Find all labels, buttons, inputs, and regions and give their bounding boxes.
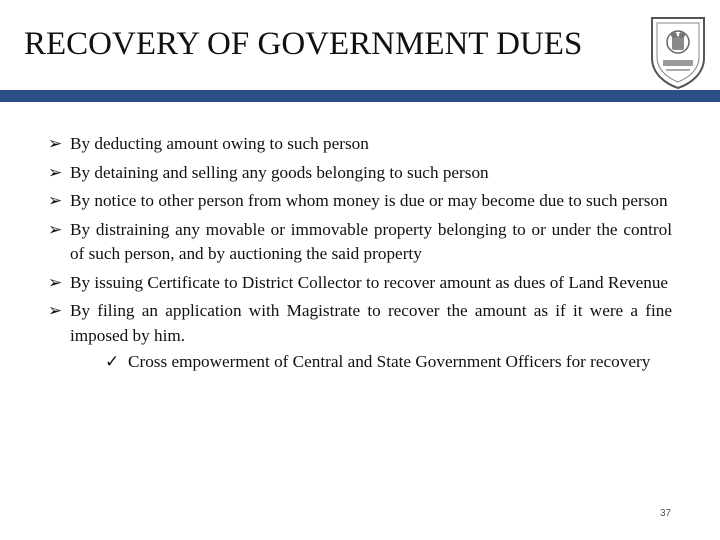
page-number: 37: [660, 508, 672, 519]
check-icon: ✓: [105, 352, 120, 371]
list-item: [48, 218, 672, 267]
list-item: [48, 299, 672, 375]
bullet-text: By notice to other person from whom money is due or may become due to such person: [70, 191, 668, 210]
arrow-bullet-icon: ➢: [48, 219, 63, 239]
list-item: [48, 161, 672, 186]
header-band: [0, 90, 720, 102]
sub-list-item: [70, 350, 672, 375]
arrow-bullet-icon: ➢: [48, 301, 63, 320]
arrow-bullet-icon: ➢: [48, 272, 63, 292]
list-item: [48, 132, 672, 157]
arrow-bullet-icon: ➢: [48, 134, 63, 153]
bullet-text: By issuing Certificate to District Collector to recover amount as dues of Land Revenue: [70, 272, 669, 292]
bullet-text: By deducting amount owing to such person: [70, 134, 369, 153]
list-item: [48, 271, 672, 296]
bullet-text: By distraining any movable or immovable property belonging to or under the control of such person, and by auctioning the said property: [70, 219, 672, 263]
bullet-list: [48, 132, 672, 379]
sub-bullet-text: Cross empowerment of Central and State Government Officers for recovery: [128, 352, 651, 371]
arrow-bullet-icon: ➢: [48, 191, 63, 210]
list-item: [48, 189, 672, 214]
bullet-text: By detaining and selling any goods belonging to such person: [70, 162, 489, 182]
arrow-bullet-icon: ➢: [48, 162, 63, 182]
page-title: RECOVERY OF GOVERNMENT DUES: [24, 26, 583, 62]
bullet-text: By filing an application with Magistrate to recover the amount as if it were a fine imposed by him.: [70, 301, 672, 345]
emblem-icon: [648, 14, 708, 90]
